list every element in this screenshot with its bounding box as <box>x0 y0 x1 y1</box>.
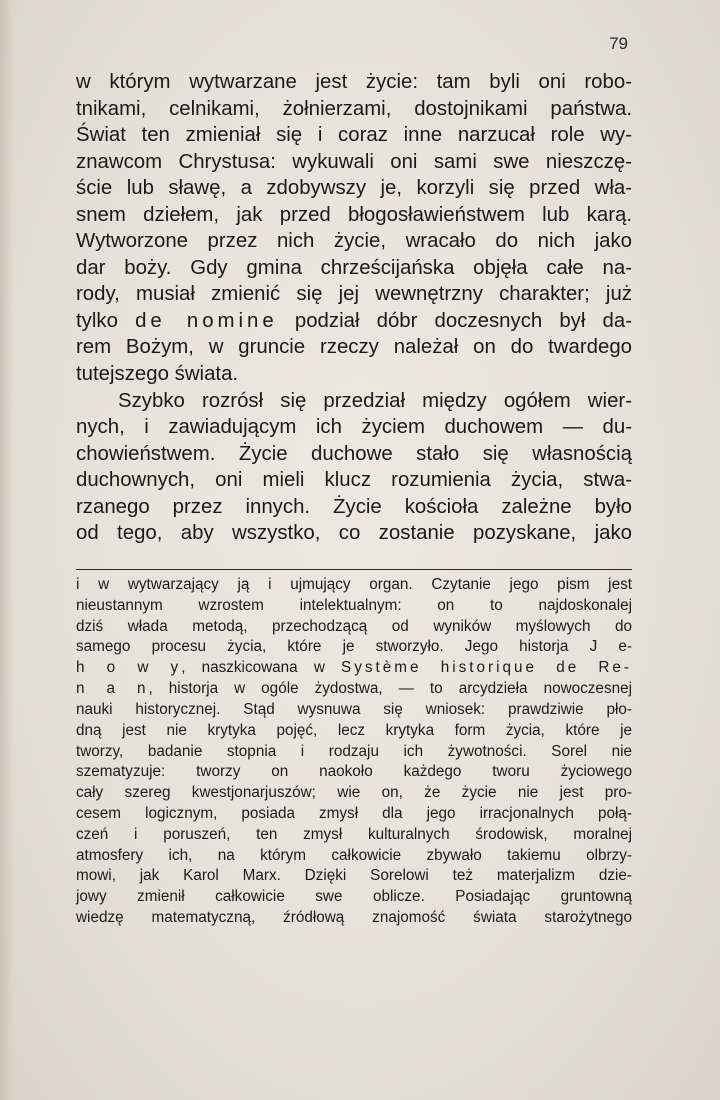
footnote-line: i w wytwarzający ją i ujmujący organ. Czytanie jego pism jest <box>76 576 632 593</box>
footnote-line: mowi, jak Karol Marx. Dzięki Sorelowi też materjalizm dzie- <box>76 867 632 885</box>
text-line: dar boży. Gdy gmina chrześcijańska objęła całe na- <box>76 256 632 279</box>
text-segment: , naszkicowana w <box>181 659 342 677</box>
text-line: snem dziełem, jak przed błogosławieństwem lub karą. <box>76 203 632 226</box>
text-line: chowieństwem. Życie duchowe stało się własnością <box>76 442 632 465</box>
text-line: Szybko rozrósł się przedział między ogółem wier- <box>118 389 632 412</box>
footnote-line: nieustannym wzrostem intelektualnym: on to najdoskonalej <box>76 596 632 614</box>
footnote-line: cały szereg kwestjonarjuszów; wie on, że życie nie jest pro- <box>76 784 632 802</box>
footnote-line: dziś włada metodą, przechodzącą od wyników myślowych do <box>76 617 632 635</box>
page-number: 79 <box>609 34 628 53</box>
text-line: rzanego przez innych. Życie kościoła zależne było <box>76 495 632 518</box>
spaced-book-title: Système historique de Re- <box>341 659 633 677</box>
text-segment: podział dóbr doczesnych był da- <box>277 309 633 332</box>
main-text-block <box>76 69 632 547</box>
spaced-latin-phrase: de nomine <box>135 309 278 332</box>
footnote-line: szematyzuje: tworzy on naokoło każdego tworu życiowego <box>76 763 632 781</box>
text-line: nych, i zawiadującym ich życiem duchowem — du- <box>76 416 632 439</box>
text-line: Świat ten zmieniał się i coraz inne narzucał role wy- <box>76 124 632 147</box>
footnote-line <box>76 658 632 679</box>
text-line <box>76 308 632 335</box>
footnote-line: samego procesu życia, które je stworzyło. Jego historja J e- <box>76 638 632 656</box>
footnote-line: jowy zmienił całkowicie swe oblicze. Posiadając gruntowną <box>76 888 632 906</box>
text-line: znawcom Chrystusa: wykuwali oni sami swe nieszczę- <box>76 150 632 173</box>
text-line: Wytworzone przez nich życie, wracało do nich jako <box>76 230 632 253</box>
text-line: w którym wytwarzane jest życie: tam byli oni robo- <box>76 71 632 93</box>
text-line: rem Bożym, w gruncie rzeczy należał on do twardego <box>76 336 632 359</box>
footnote-line: nauki historycznej. Stąd wysnuwa się wniosek: prawdziwie pło- <box>76 700 632 718</box>
text-segment: tylko <box>76 309 136 332</box>
text-line: rody, musiał zmienić się jej wewnętrzny charakter; już <box>76 283 632 306</box>
footnote-line: tworzy, badanie stopnia i rodzaju ich żywotności. Sorel nie <box>76 742 632 760</box>
spaced-word: n a n <box>76 680 149 698</box>
footnote-line: czeń i poruszeń, ten zmysł kulturalnych środowisk, moralnej <box>76 825 632 843</box>
text-line: od tego, aby wszystko, co zostanie pozyskane, jako <box>76 522 632 545</box>
text-line: tnikami, celnikami, żołnierzami, dostojnikami państwa. <box>76 97 632 120</box>
footnote-block <box>76 575 632 929</box>
footnote-line: dną jest nie krytyka pojęć, lecz krytyka form życia, które je <box>76 721 632 739</box>
footnote-divider <box>76 569 632 570</box>
text-segment: , historja w ogóle żydostwa, — to arcydzieła nowoczesnej <box>148 680 633 698</box>
footnote-line: atmosfery ich, na którym całkowicie zbywało takiemu olbrzy- <box>76 846 632 864</box>
text-line: tutejszego świata. <box>76 363 239 386</box>
text-line: ście lub sławę, a zdobywszy je, korzyli się przed wła- <box>76 177 632 200</box>
footnote-line <box>76 679 632 700</box>
footnote-line: wiedzę matematyczną, źródłową znajomość świata starożytnego <box>76 909 632 926</box>
text-line: duchownych, oni mieli klucz rozumienia życia, stwa- <box>76 469 632 492</box>
spaced-word: h o w y <box>76 659 182 677</box>
footnote-line: cesem logicznym, posiada zmysł dla jego irracjonalnych połą- <box>76 804 632 822</box>
